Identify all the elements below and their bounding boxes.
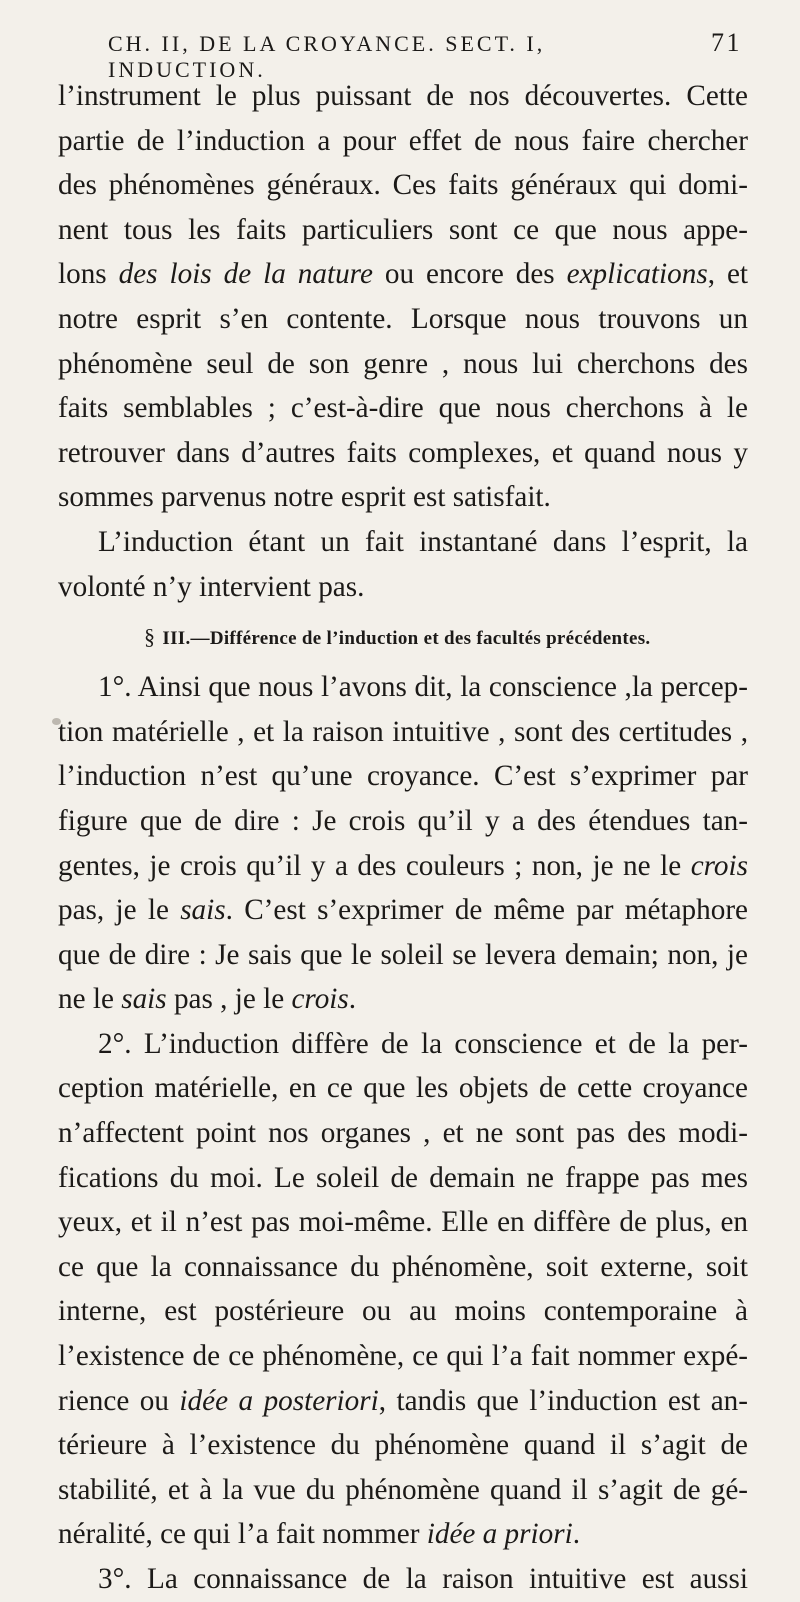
text-line xyxy=(58,977,748,1022)
text-run: pas, je le xyxy=(58,894,181,927)
text-line xyxy=(58,252,748,297)
text-run: ou encore des xyxy=(372,258,567,291)
page-number: 71 xyxy=(711,28,742,57)
text-line: des phénomènes généraux. Ces faits généraux qui domi- xyxy=(58,169,748,202)
section-symbol: § xyxy=(144,624,156,650)
text-line: l’existence de ce phénomène, ce qui l’a fait nommer expé- xyxy=(58,1340,748,1373)
text-run: . C’est s’exprimer de même par métaphore xyxy=(225,894,748,927)
text-line: 1°. Ainsi que nous l’avons dit, la conscience ,la percep- xyxy=(98,671,748,704)
text-run: gentes, je crois qu’il y a des couleurs ; non, je ne le xyxy=(58,849,691,882)
text-line: interne, est postérieure ou au moins contemporaine à xyxy=(58,1295,748,1328)
italic-term: sais xyxy=(180,894,226,927)
section-title: —Différence de l’induction et des facultés précédentes. xyxy=(190,628,651,650)
text-line: L’induction étant un fait instantané dans l’esprit, la xyxy=(98,525,748,558)
text-line: figure que de dire : Je crois qu’il y a des étendues tan- xyxy=(58,804,748,837)
text-line: stabilité, et à la vue du phénomène quand il s’agit de gé- xyxy=(58,1473,748,1506)
text-line xyxy=(58,844,748,889)
italic-term: explications xyxy=(566,258,708,291)
text-run: . xyxy=(572,1518,580,1551)
text-line xyxy=(58,1379,748,1424)
text-line: volonté n’y intervient pas. xyxy=(58,570,365,603)
text-run: ne le xyxy=(58,983,122,1016)
text-line: térieure à l’existence du phénomène quand il s’agit de xyxy=(58,1429,748,1462)
ink-speck xyxy=(52,718,61,725)
text-line: tion matérielle , et la raison intuitive , sont des certitudes , xyxy=(58,715,748,748)
text-line: yeux, et il n’est pas moi-même. Elle en diffère de plus, en xyxy=(58,1206,748,1239)
text-run: , et xyxy=(707,258,749,291)
text-line xyxy=(58,1512,748,1557)
text-line: notre esprit s’en contente. Lorsque nous trouvons un xyxy=(58,302,748,335)
text-run: lons xyxy=(58,258,119,291)
text-run: . xyxy=(348,983,357,1016)
italic-term: sais xyxy=(121,983,167,1016)
text-line: 2°. L’induction diffère de la conscience et de la per- xyxy=(98,1027,748,1060)
italic-term: idée a priori xyxy=(426,1518,573,1551)
text-line: l’instrument le plus puissant de nos découvertes. Cette xyxy=(58,80,748,112)
text-line: faits semblables ; c’est-à-dire que nous cherchons à le xyxy=(58,392,748,425)
text-run: rience ou xyxy=(58,1384,180,1417)
text-line: n’affectent point nos organes , et ne sont pas des modi- xyxy=(58,1117,748,1150)
body-text xyxy=(58,74,748,1602)
text-line: ception matérielle, en ce que les objets de cette croyance xyxy=(58,1072,748,1105)
text-line: sommes parvenus notre esprit est satisfait. xyxy=(58,481,551,514)
text-run: , tandis que l’induction est an- xyxy=(378,1384,748,1417)
italic-term: idée a posteriori xyxy=(179,1384,379,1417)
text-line: que de dire : Je sais que le soleil se levera demain; non, je xyxy=(58,938,748,971)
italic-term: crois xyxy=(690,849,748,882)
text-line xyxy=(58,888,748,933)
text-line: retrouver dans d’autres faits complexes, et quand nous y xyxy=(58,436,748,469)
text-line: fications du moi. Le soleil de demain ne frappe pas mes xyxy=(58,1161,748,1194)
section-heading xyxy=(58,615,748,661)
text-line: ce que la connaissance du phénomène, soit externe, soit xyxy=(58,1250,748,1283)
section-number: III. xyxy=(162,628,191,650)
running-head-title: CH. II, DE LA CROYANCE. SECT. I, INDUCTION. xyxy=(108,31,546,82)
text-run: pas , je le xyxy=(166,983,292,1016)
text-line: l’induction n’est qu’une croyance. C’est s’exprimer par xyxy=(58,760,748,793)
italic-term: crois xyxy=(291,983,349,1016)
italic-term: des lois de la nature xyxy=(118,258,373,291)
text-line: 3°. La connaissance de la raison intuitive est aussi xyxy=(98,1563,748,1595)
text-line: nent tous les faits particuliers sont ce que nous appe- xyxy=(58,213,748,246)
text-line: phénomène seul de son genre , nous lui cherchons des xyxy=(58,347,748,380)
text-line: partie de l’induction a pour effet de nous faire chercher xyxy=(58,124,748,157)
text-run: néralité, ce qui l’a fait nommer xyxy=(58,1518,427,1551)
